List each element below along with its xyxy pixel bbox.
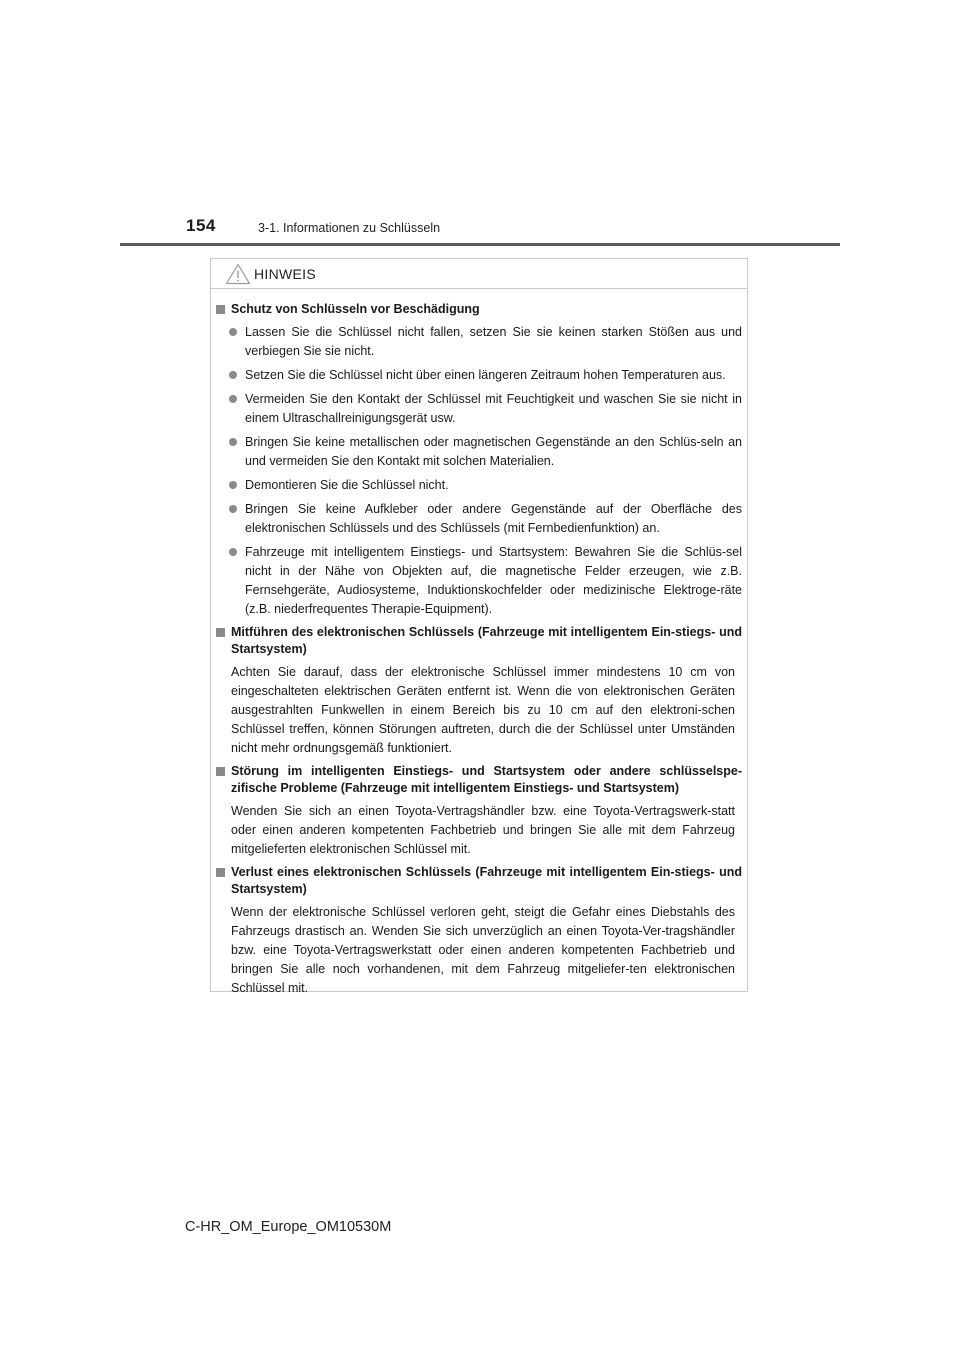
bullet-item xyxy=(228,476,742,495)
notice-title: HINWEIS xyxy=(254,265,316,282)
section-paragraph: Wenden Sie sich an einen Toyota-Vertragshändler bzw. eine Toyota-Vertragswerk-statt oder einen anderen kompetenten Fachbetrieb und bringen Sie alle mit dem Fahrzeug mitgelieferten elektronischen Schlüssel mit. xyxy=(231,804,735,856)
section-heading-text: Mitführen des elektronischen Schlüssels (Fahrzeuge mit intelligentem Ein-stiegs- und Startsystem) xyxy=(231,625,742,656)
bullet-text: Lassen Sie die Schlüssel nicht fallen, setzen Sie sie keinen starken Stößen aus und verbiegen Sie sie nicht. xyxy=(245,325,742,358)
bullet-text: Demontieren Sie die Schlüssel nicht. xyxy=(245,478,449,492)
header-divider xyxy=(120,243,840,246)
round-bullet-icon xyxy=(229,481,237,489)
notice-header xyxy=(211,259,747,289)
section-paragraph: Wenn der elektronische Schlüssel verloren geht, steigt die Gefahr eines Diebstahls des Fahrzeugs drastisch an. Wenden Sie sich unverzüglich an einen Toyota-Ver-tragshändler bzw. eine Toyota-Vertragswerkstatt oder einen anderen kompetenten Fachbetrieb und bringen Sie alle noch vorhandenen, mit dem Fahrzeug mitgeliefer-ten elektronischen Schlüssel mit. xyxy=(231,905,735,995)
bullet-text: Setzen Sie die Schlüssel nicht über einen längeren Zeitraum hohen Temperaturen aus. xyxy=(245,368,726,382)
round-bullet-icon xyxy=(229,371,237,379)
notice-body xyxy=(211,289,747,998)
section-heading xyxy=(215,301,742,318)
square-bullet-icon xyxy=(216,305,225,314)
square-bullet-icon xyxy=(216,868,225,877)
notice-box xyxy=(210,258,748,995)
section-heading-text: Verlust eines elektronischen Schlüssels (Fahrzeuge mit intelligentem Ein-stiegs- und Startsystem) xyxy=(231,865,742,896)
bullet-item xyxy=(228,390,742,428)
bullet-item xyxy=(228,433,742,471)
square-bullet-icon xyxy=(216,628,225,637)
bullet-item xyxy=(228,543,742,619)
bullet-text: Vermeiden Sie den Kontakt der Schlüssel mit Feuchtigkeit und waschen Sie sie nicht in einem Ultraschallreinigungsgerät usw. xyxy=(245,392,742,425)
section-heading xyxy=(215,624,742,658)
section-heading xyxy=(215,763,742,797)
round-bullet-icon xyxy=(229,395,237,403)
bullet-text: Fahrzeuge mit intelligentem Einstiegs- und Startsystem: Bewahren Sie die Schlüs-sel nicht in der Nähe von Objekten auf, die magnetische Felder erzeugen, wie z.B. Fernsehgeräte, Audiosysteme, Induktionskochfelder oder medizinische Elektroge-räte (z.B. niederfrequentes Therapie-Equipment). xyxy=(245,545,742,616)
page-number: 154 xyxy=(186,216,216,235)
bullet-text: Bringen Sie keine Aufkleber oder andere Gegenstände auf der Oberfläche des elektronischen Schlüssels und des Schlüssels (mit Fernbedienfunktion) an. xyxy=(245,502,742,535)
warning-triangle-icon xyxy=(225,263,251,285)
bullet-item xyxy=(228,323,742,361)
bullet-text: Bringen Sie keine metallischen oder magnetischen Gegenstände an den Schlüs-seln an und vermeiden Sie den Kontakt mit solchen Materialien. xyxy=(245,435,742,468)
document-id: C-HR_OM_Europe_OM10530M xyxy=(185,1219,392,1235)
section-title: 3-1. Informationen zu Schlüsseln xyxy=(258,221,441,235)
section-heading xyxy=(215,864,742,898)
round-bullet-icon xyxy=(229,548,237,556)
round-bullet-icon xyxy=(229,505,237,513)
section-paragraph: Achten Sie darauf, dass der elektronische Schlüssel immer mindestens 10 cm von eingeschalteten elektrischen Geräten entfernt ist. Wenn die von elektronischen Geräten ausgestrahlten Funkwellen in einem Bereich bis zu 10 cm auf den elektroni-schen Schlüssel treffen, können Störungen auftreten, durch die der Schlüssel unter Umständen nicht mehr ordnungsgemäß funktioniert. xyxy=(231,665,735,755)
bullet-item xyxy=(228,366,742,385)
section-heading-text: Störung im intelligenten Einstiegs- und Startsystem oder andere schlüsselspe-zifische Probleme (Fahrzeuge mit intelligentem Einstiegs- und Startsystem) xyxy=(231,764,742,795)
square-bullet-icon xyxy=(216,767,225,776)
round-bullet-icon xyxy=(229,328,237,336)
round-bullet-icon xyxy=(229,438,237,446)
section-heading-text: Schutz von Schlüsseln vor Beschädigung xyxy=(231,302,480,316)
bullet-item xyxy=(228,500,742,538)
